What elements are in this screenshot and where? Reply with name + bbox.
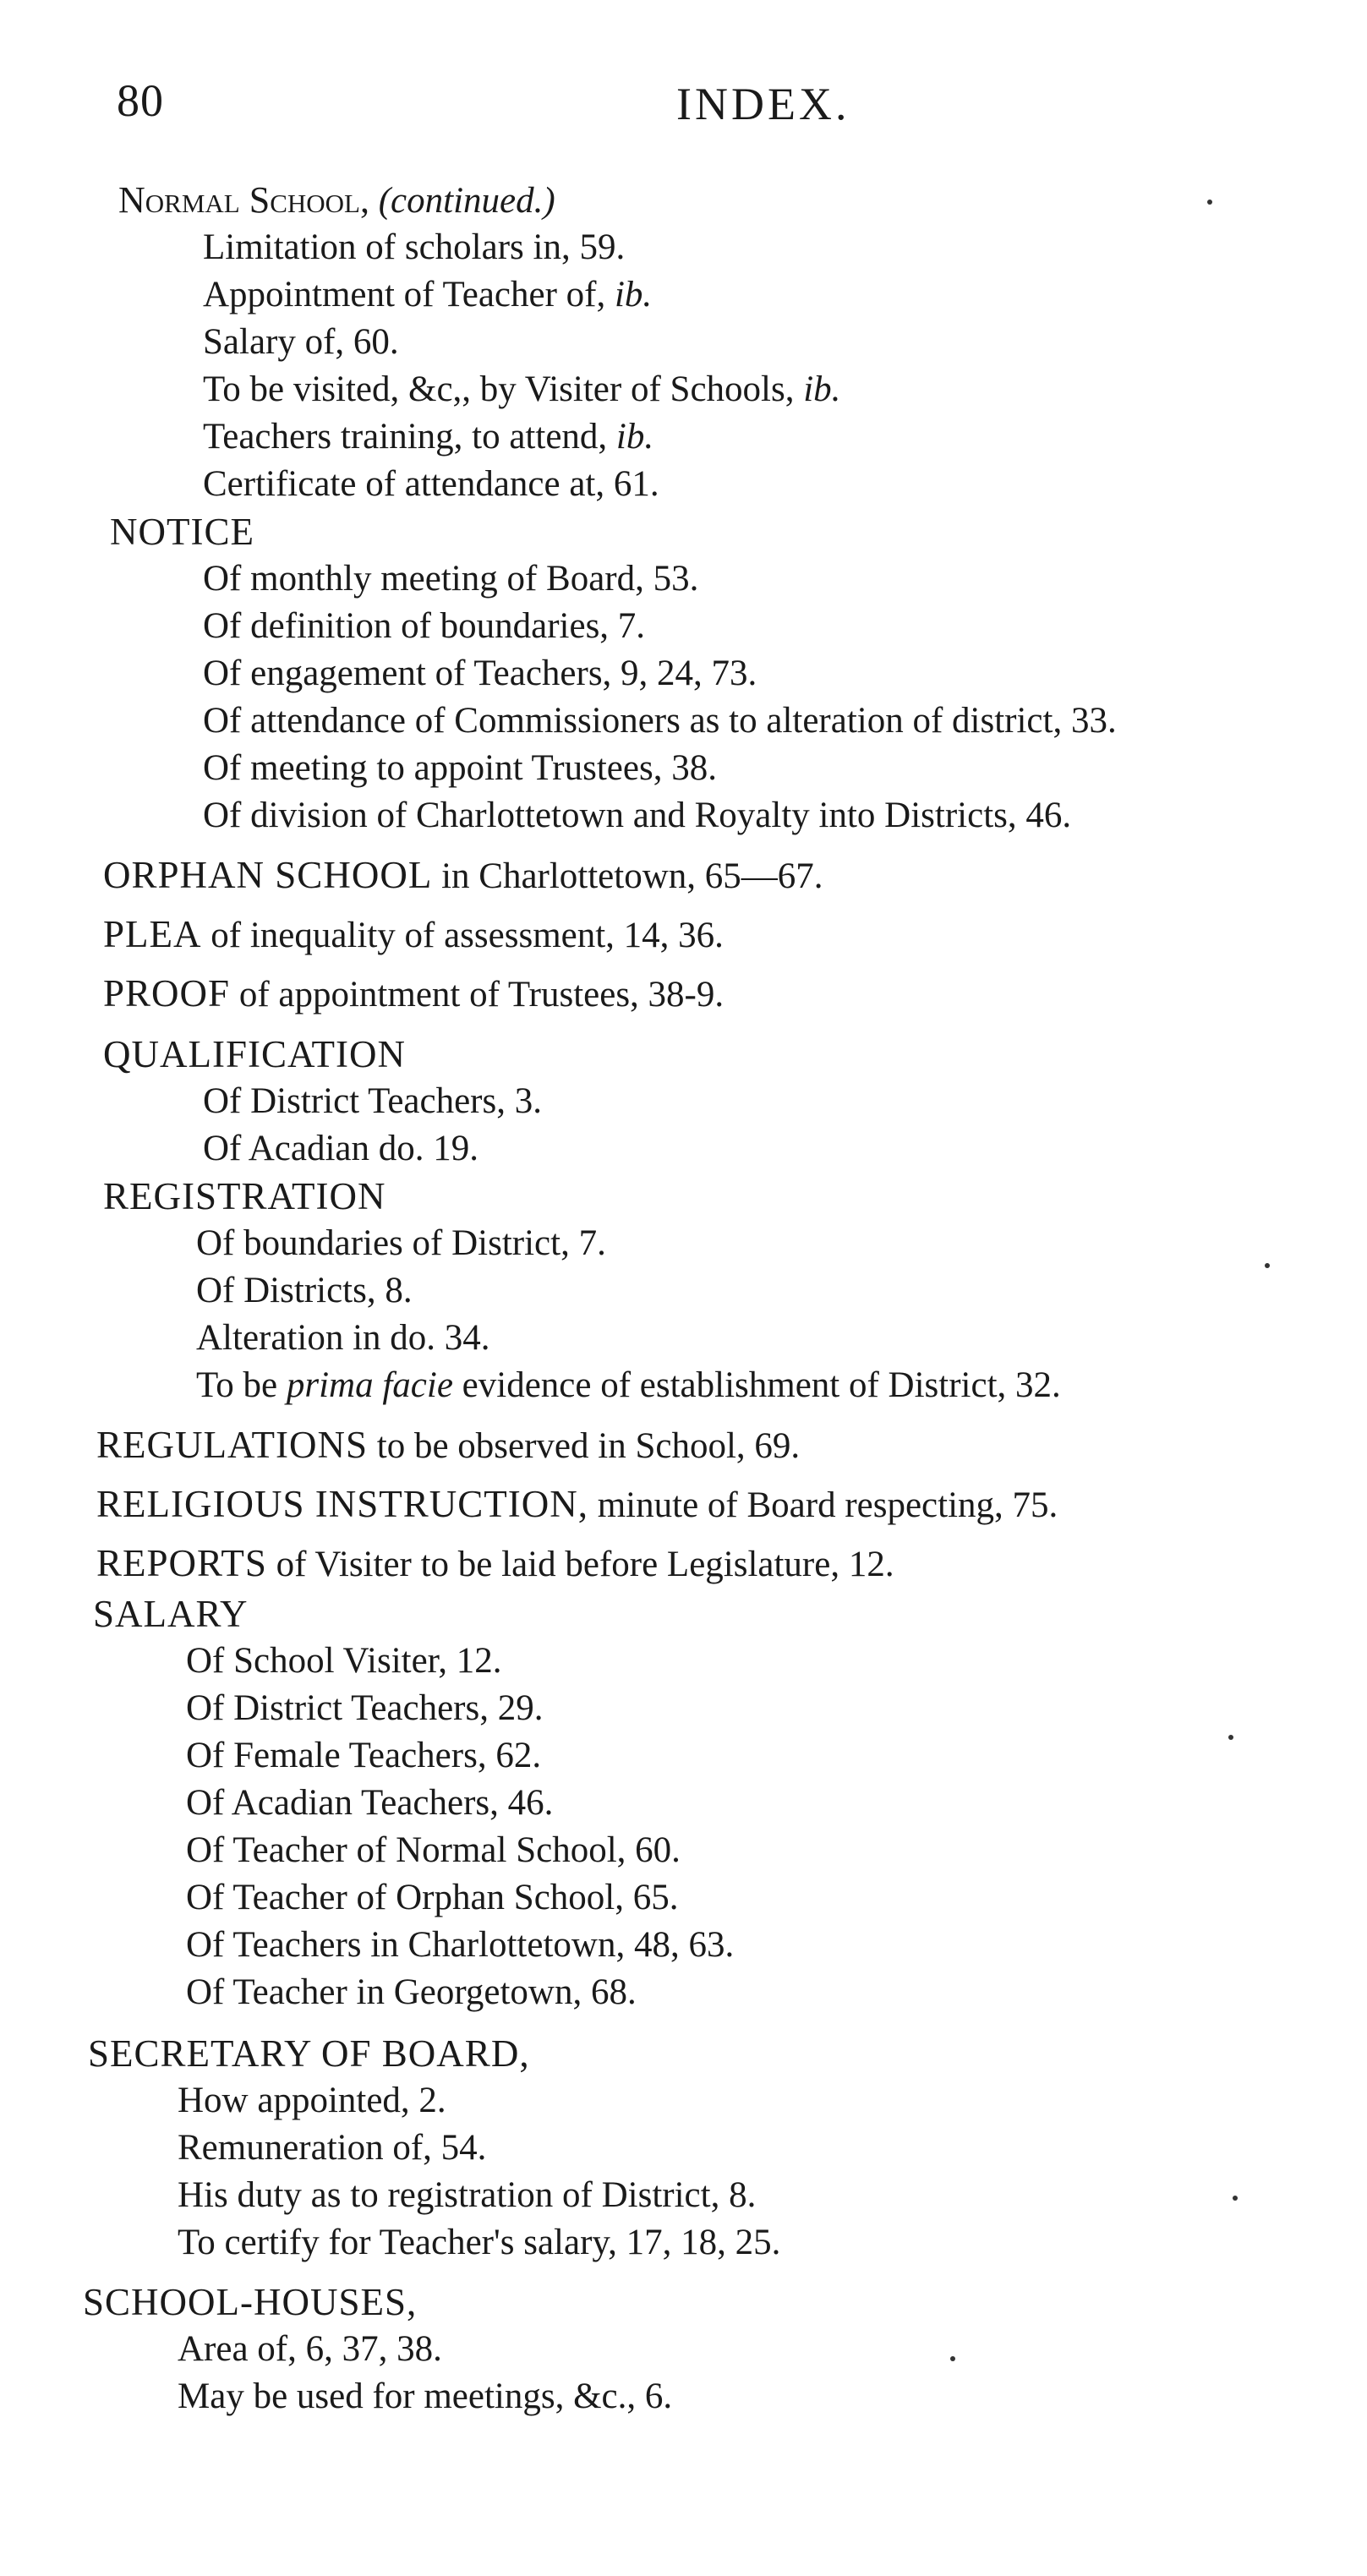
italic-reference: ib. [615,417,654,457]
entry-detail: of inequality of assessment, 14, 36. [201,916,724,955]
subentry-text: Of Acadian do. 19. [203,1129,479,1168]
subentry-text: Of boundaries of District, 7. [196,1223,606,1263]
index-subentry [203,416,653,458]
scan-speck [1265,1263,1270,1268]
subentry-text: Of monthly meeting of Board, 53. [203,559,699,599]
index-subentry [178,2127,486,2169]
index-subentry [203,369,840,411]
running-title: INDEX. [676,79,850,129]
entry-detail: of appointment of Trustees, 38-9. [230,975,725,1015]
subentry-text: Appointment of Teacher of, [203,275,615,314]
italic-reference: ib. [614,275,653,314]
heading-text: REGULATIONS [96,1424,368,1466]
index-subentry [203,795,1071,837]
scan-speck [1207,200,1212,205]
subentry-text: Of Teacher in Georgetown, 68. [186,1972,637,2012]
entry-detail: evidence of establishment of District, 32. [452,1365,1061,1405]
index-subentry [203,1128,478,1170]
scan-speck [950,2356,955,2361]
subentry-text: To be [196,1365,287,1405]
index-subentry [203,558,698,600]
index-subentry [178,2328,442,2371]
index-heading [103,1175,386,1219]
index-heading [103,1033,406,1077]
subentry-text: Of division of Charlottetown and Royalty into Districts, 46. [203,796,1072,835]
index-subentry [203,653,757,695]
subentry-text: Of District Teachers, 3. [203,1081,542,1121]
index-heading [96,1542,894,1586]
subentry-text: Remuneration of, 54. [178,2128,487,2168]
heading-text: SECRETARY OF BOARD, [88,2032,530,2075]
index-subentry [203,1080,542,1123]
index-subentry [186,1687,543,1730]
subentry-text: Teachers training, to attend, [203,417,616,457]
page-number: 80 [117,75,164,126]
subentry-text: May be used for meetings, &c., 6. [178,2376,673,2416]
index-subentry [196,1222,606,1265]
heading-text: PLEA [103,913,202,955]
subentry-text: Of definition of boundaries, 7. [203,606,646,646]
heading-text: SALARY [93,1593,249,1635]
index-subentry [203,274,652,316]
index-subentry [178,2222,780,2264]
heading-text: SCHOOL-HOUSES, [83,2281,418,2323]
index-heading [88,2032,530,2076]
entry-detail: minute of Board respecting, 75. [588,1485,1058,1525]
continued-note: (continued.) [369,181,555,221]
subentry-text: Of attendance of Commissioners as to alteration of district, 33. [203,701,1117,741]
subentry-text: Of Teacher of Orphan School, 65. [186,1878,679,1917]
index-subentry [203,227,625,269]
subentry-text: Limitation of scholars in, 59. [203,227,626,267]
heading-text: REGISTRATION [103,1175,386,1217]
subentry-text: Of Acadian Teachers, 46. [186,1783,554,1823]
index-subentry [186,1782,553,1824]
subentry-text: Of engagement of Teachers, 9, 24, 73. [203,654,757,693]
index-subentry [186,1924,734,1966]
subentry-text: Of Districts, 8. [196,1271,413,1310]
index-subentry [196,1317,490,1359]
heading-text: QUALIFICATION [103,1033,406,1075]
index-subentry [203,747,717,790]
subentry-text: Salary of, 60. [203,322,399,362]
index-subentry [178,2174,756,2217]
subentry-text: Of meeting to appoint Trustees, 38. [203,748,717,788]
heading-text: NOTICE [110,511,254,553]
index-subentry [186,1972,637,2014]
subentry-text: To be visited, &c,, by Visiter of Schools, [203,369,804,409]
subentry-text: His duty as to registration of District, 8. [178,2175,757,2215]
scan-speck [1233,2196,1238,2201]
index-heading [103,913,724,957]
subentry-text: Area of, 6, 37, 38. [178,2329,442,2369]
index-subentry [196,1365,1061,1407]
index-heading [118,179,555,222]
index-subentry [203,321,399,364]
index-subentry [186,1829,681,1872]
heading-text: ORPHAN SCHOOL [103,854,433,896]
heading-text: RELIGIOUS INSTRUCTION, [96,1483,588,1525]
index-subentry [186,1735,541,1777]
index-heading [83,2281,417,2325]
heading-text: REPORTS [96,1542,267,1584]
subentry-text: Of District Teachers, 29. [186,1688,544,1728]
index-heading [93,1593,249,1637]
index-subentry [203,605,645,648]
subentry-text: Certificate of attendance at, 61. [203,464,659,504]
subentry-text: Of School Visiter, 12. [186,1641,502,1681]
entry-detail: to be observed in School, 69. [368,1426,801,1466]
entry-detail: in Charlottetown, 65—67. [432,856,823,896]
index-heading [103,854,823,898]
subentry-text: To certify for Teacher's salary, 17, 18, 25. [178,2223,781,2262]
heading-text: Normal School, [118,179,369,221]
index-heading [103,972,724,1016]
subentry-text: How appointed, 2. [178,2081,446,2120]
index-subentry [186,1640,502,1682]
index-subentry [196,1270,413,1312]
scan-speck [1228,1735,1233,1740]
subentry-text: Of Teachers in Charlottetown, 48, 63. [186,1925,735,1965]
subentry-text: Alteration in do. 34. [196,1318,490,1358]
index-heading [110,511,254,555]
italic-reference: ib. [803,369,841,409]
index-subentry [178,2080,446,2122]
index-subentry [203,700,1117,742]
subentry-text: Of Female Teachers, 62. [186,1736,542,1775]
index-subentry [203,463,659,506]
index-heading [96,1483,1058,1527]
index-subentry [178,2376,672,2418]
italic-reference: prima facie [286,1365,453,1405]
entry-detail: of Visiter to be laid before Legislature, 12. [266,1545,894,1584]
index-subentry [186,1877,679,1919]
index-heading [96,1424,800,1468]
heading-text: PROOF [103,972,231,1015]
subentry-text: Of Teacher of Normal School, 60. [186,1830,681,1870]
